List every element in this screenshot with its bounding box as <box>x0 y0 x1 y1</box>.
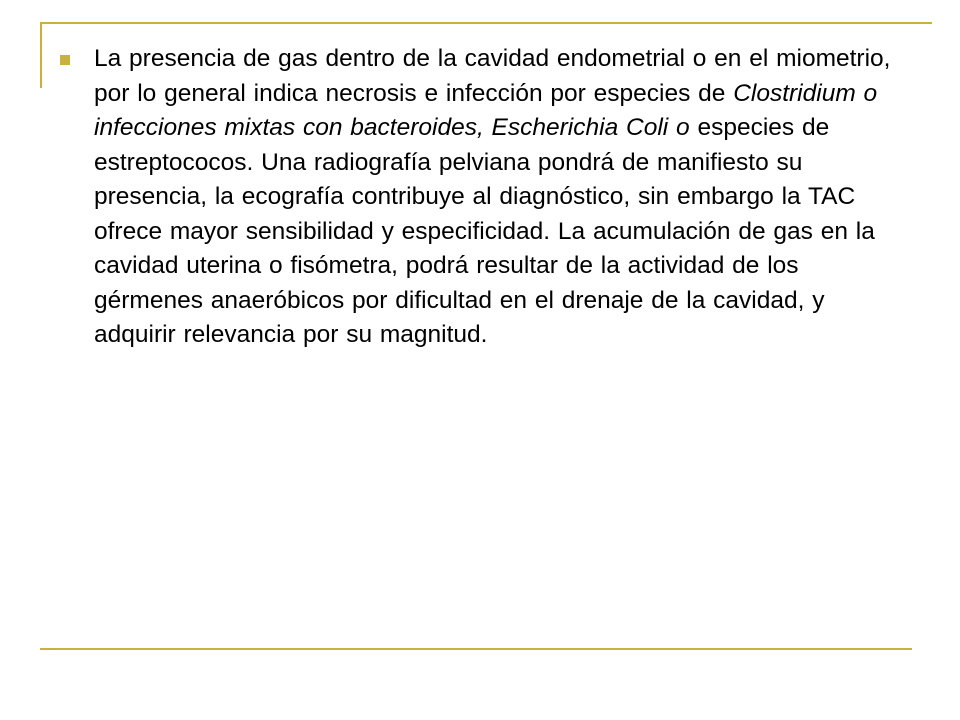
bottom-rule <box>40 648 912 650</box>
text-segment-2-italic: Clostridium o infecciones mixtas con bacteroides, Escherichia Coli o <box>94 79 878 141</box>
bullet-text <box>94 42 900 353</box>
text-segment-3: especies de estreptococos. Una radiografía pelviana pondrá de manifiesto su presencia, la ecografía contribuye al diagnóstico, sin embargo la TAC ofrece mayor sensibilidad y especificidad. La acumulación de gas en la cavidad uterina o fisómetra, podrá resultar de la actividad de los gérmenes anaeróbicos por dificultad en el drenaje de la cavidad, y adquirir relevancia por su magnitud. <box>94 114 875 348</box>
left-rule <box>40 22 42 88</box>
square-bullet-icon <box>60 55 70 65</box>
bullet-list <box>60 42 900 353</box>
bullet-item <box>60 42 900 353</box>
text-segment-1: La presencia de gas dentro de la cavidad endometrial o en el miometrio, por lo general indica necrosis e infección por especies de <box>94 45 891 107</box>
top-rule <box>40 22 932 24</box>
